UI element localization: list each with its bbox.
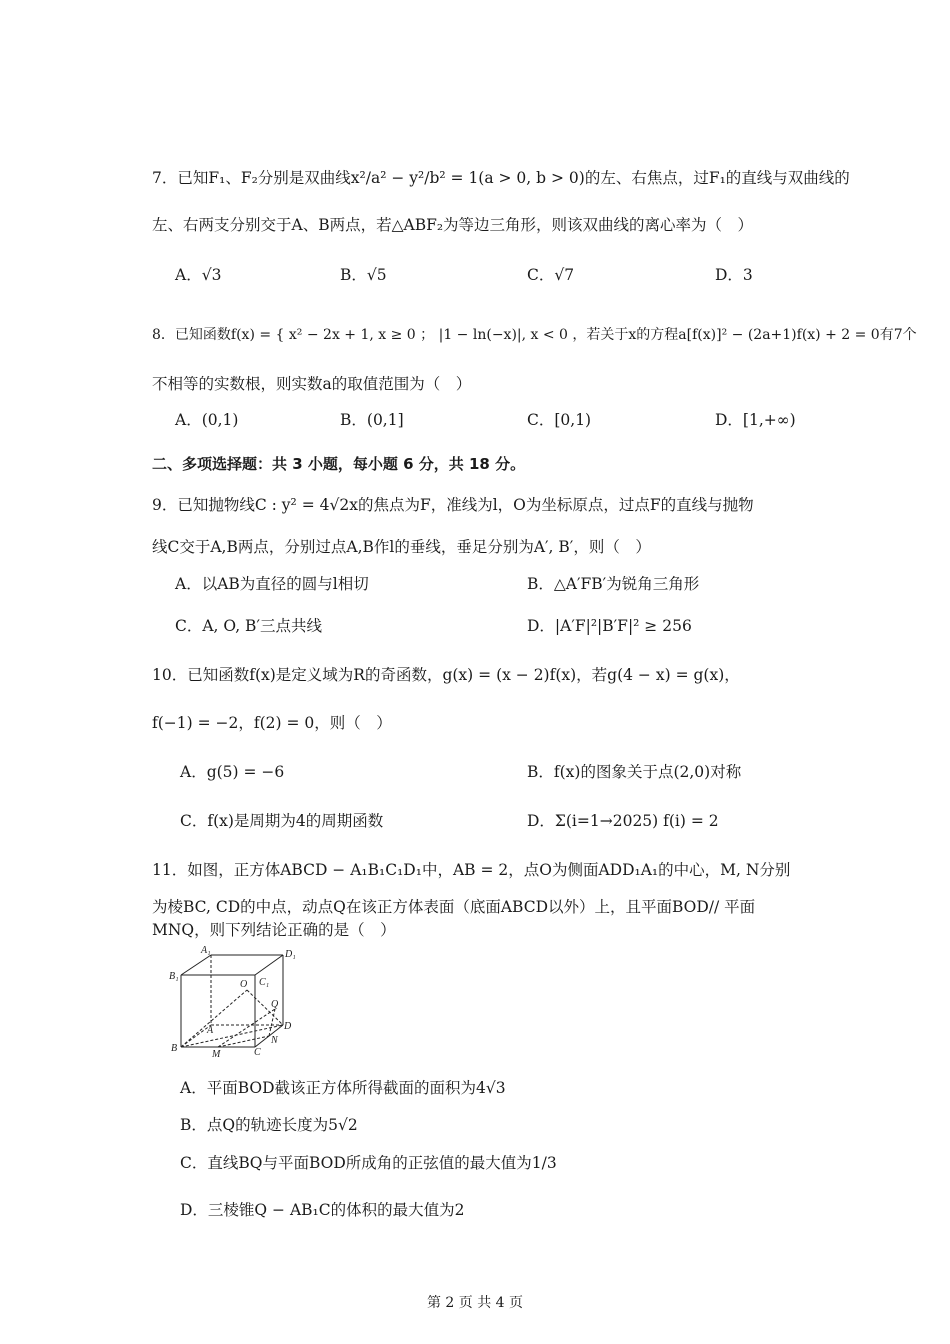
q9-option-b: B．△A′FB′为锐角三角形	[527, 575, 700, 593]
q10-line1: 10．已知函数f(x)是定义域为R的奇函数，g(x) = (x − 2)f(x)，若g(4 − x) = g(x)，	[152, 666, 740, 684]
q7-line2: 左、右两支分别交于A、B两点，若△ABF₂为等边三角形，则该双曲线的离心率为（ ）	[152, 216, 754, 234]
label-d1: D₁	[285, 949, 296, 960]
label-c: C	[254, 1047, 261, 1058]
cube-figure	[165, 943, 305, 1061]
section-heading: 二、多项选择题：共 3 小题，每小题 6 分，共 18 分。	[152, 455, 526, 473]
q7-option-d: D．3	[715, 266, 753, 284]
q10-line2: f(−1) = −2，f(2) = 0，则（ ）	[152, 714, 392, 732]
q11-option-b: B．点Q的轨迹长度为5√2	[180, 1116, 358, 1134]
q7-option-a: A．√3	[175, 266, 222, 284]
q8-line2: 不相等的实数根，则实数a的取值范围为（ ）	[152, 375, 472, 393]
label-n: N	[271, 1035, 278, 1046]
q7-line1: 7．已知F₁、F₂分别是双曲线x²/a² − y²/b² = 1(a > 0, b > 0)的左、右焦点，过F₁的直线与双曲线的	[152, 169, 850, 187]
label-o: O	[240, 979, 248, 990]
label-b: B	[171, 1043, 178, 1054]
label-c1: C₁	[259, 977, 270, 988]
q7-option-b: B．√5	[340, 266, 387, 284]
q9-option-d: D．|A′F|²|B′F|² ≥ 256	[527, 617, 692, 635]
q8-option-d: D．[1,+∞)	[715, 411, 796, 429]
label-d: D	[284, 1021, 292, 1032]
q9-option-a: A．以AB为直径的圆与l相切	[175, 575, 369, 593]
q9-line1: 9．已知抛物线C : y² = 4√2x的焦点为F，准线为l，O为坐标原点，过点F的直线与抛物	[152, 496, 754, 514]
q11-line3: MNQ，则下列结论正确的是（ ）	[152, 921, 396, 939]
q11-line2: 为棱BC, CD的中点，动点Q在该正方体表面（底面ABCD以外）上，且平面BOD// 平面	[152, 898, 756, 916]
label-a1: A₁	[201, 945, 211, 956]
q10-option-b: B．f(x)的图象关于点(2,0)对称	[527, 763, 742, 781]
q8-option-a: A．(0,1)	[175, 411, 239, 429]
label-a: A	[207, 1025, 214, 1036]
q11-option-c: C．直线BQ与平面BOD所成角的正弦值的最大值为1/3	[180, 1154, 557, 1172]
q8-option-c: C．[0,1)	[527, 411, 592, 429]
q11-line1: 11．如图，正方体ABCD − A₁B₁C₁D₁中，AB = 2，点O为侧面ADD₁A₁的中心，M, N分别	[152, 861, 791, 879]
q8-line1: 8．已知函数f(x) = { x² − 2x + 1, x ≥ 0 ； |1 − ln(−x)|, x < 0 ，若关于x的方程a[f(x)]² − (2a+1)f(x) + 2 = 0有7个	[152, 327, 917, 343]
label-q: Q	[271, 999, 279, 1010]
q7-option-c: C．√7	[527, 266, 575, 284]
label-m: M	[212, 1049, 221, 1060]
q10-option-c: C．f(x)是周期为4的周期函数	[180, 812, 384, 830]
q10-option-a: A．g(5) = −6	[180, 763, 285, 781]
q11-option-d: D．三棱锥Q − AB₁C的体积的最大值为2	[180, 1201, 465, 1219]
q10-option-d: D．Σ(i=1→2025) f(i) = 2	[527, 812, 719, 830]
q8-option-b: B．(0,1]	[340, 411, 404, 429]
page-footer: 第 2 页 共 4 页	[426, 1295, 524, 1311]
q11-option-a: A．平面BOD截该正方体所得截面的面积为4√3	[180, 1079, 506, 1097]
q9-option-c: C．A, O, B′三点共线	[175, 617, 322, 635]
q9-line2: 线C交于A,B两点，分别过点A,B作l的垂线，垂足分别为A′, B′，则（ ）	[152, 538, 651, 556]
label-b1: B₁	[169, 971, 179, 982]
